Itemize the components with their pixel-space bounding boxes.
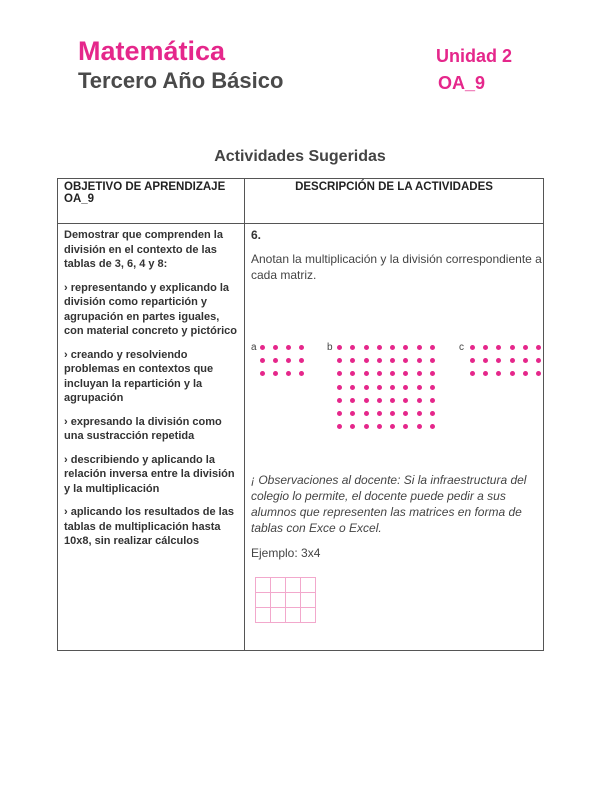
- matrix-dot: [390, 371, 395, 376]
- objective-text: Demostrar que comprenden la división en el contexto de las tablas de 3, 6, 4 y 8:: [64, 229, 223, 270]
- activity-instruction: Anotan la multiplicación y la división correspondiente a cada matriz.: [251, 252, 542, 282]
- activity-cell: [245, 224, 544, 651]
- grid-cell: [301, 608, 316, 623]
- matrix-dot: [430, 358, 435, 363]
- table-body-row: [58, 224, 544, 651]
- matrix-dot: [523, 358, 528, 363]
- section-title: Actividades Sugeridas: [214, 148, 386, 165]
- matrix-dot: [483, 371, 488, 376]
- grid-cell: [271, 593, 286, 608]
- grid-cell: [256, 593, 271, 608]
- matrix-dot: [417, 371, 422, 376]
- matrix-a: [260, 345, 312, 384]
- grid-cell: [286, 578, 301, 593]
- matrix-dot: [483, 358, 488, 363]
- matrix-dot: [417, 398, 422, 403]
- matrix-dot: [273, 371, 278, 376]
- matrix-c: [470, 345, 549, 385]
- matrix-dot: [403, 358, 408, 363]
- matrix-dot: [377, 424, 382, 429]
- matrix-dot: [286, 371, 291, 376]
- matrix-dot: [337, 398, 342, 403]
- matrix-dot: [337, 371, 342, 376]
- matrix-dot: [390, 345, 395, 350]
- grade-title: Tercero Año Básico: [78, 68, 284, 93]
- matrix-dot: [350, 385, 355, 390]
- matrix-dot: [337, 411, 342, 416]
- matrix-c-label: c: [459, 342, 464, 353]
- matrix-dot: [377, 411, 382, 416]
- matrix-b: [337, 345, 443, 437]
- matrix-dot: [350, 411, 355, 416]
- activities-table: [57, 178, 544, 651]
- matrix-dot: [299, 345, 304, 350]
- grid-cell: [286, 608, 301, 623]
- matrix-dot: [299, 358, 304, 363]
- matrix-dot: [403, 411, 408, 416]
- matrix-dot: [390, 385, 395, 390]
- matrix-dot: [364, 358, 369, 363]
- matrix-dot: [403, 385, 408, 390]
- grid-cell: [271, 608, 286, 623]
- matrix-dot: [417, 385, 422, 390]
- matrix-dot: [430, 411, 435, 416]
- grid-cell: [256, 578, 271, 593]
- teacher-observation: ¡ Observaciones al docente: Si la infraestructura del colegio lo permite, el docente puede pedir a sus alumnos que representen las matrices en forma de tablas con Exce o Excel.: [251, 473, 527, 535]
- matrix-dot: [390, 411, 395, 416]
- matrix-dot: [510, 345, 515, 350]
- objective-item: › creando y resolviendo problemas en contextos que incluyan la repartición y la agrupación: [64, 348, 214, 404]
- matrix-dot: [483, 345, 488, 350]
- matrix-dot: [364, 424, 369, 429]
- matrix-dot: [417, 424, 422, 429]
- matrix-dot: [337, 424, 342, 429]
- grid-cell: [301, 578, 316, 593]
- unit-label: Unidad 2: [436, 46, 513, 66]
- example-grid: [255, 577, 316, 623]
- matrix-dot: [390, 424, 395, 429]
- matrix-dot: [350, 424, 355, 429]
- matrix-dot: [390, 358, 395, 363]
- grid-cell: [286, 593, 301, 608]
- matrix-dot: [510, 358, 515, 363]
- matrix-dot: [364, 345, 369, 350]
- objective-cell: [58, 224, 245, 651]
- grid-cell: [301, 593, 316, 608]
- matrix-dot: [260, 358, 265, 363]
- matrix-dot: [364, 371, 369, 376]
- matrix-dot: [430, 385, 435, 390]
- objective-item: › describiendo y aplicando la relación inversa entre la división y la multiplicación: [64, 453, 235, 495]
- matrix-dot: [377, 358, 382, 363]
- matrix-dot: [390, 398, 395, 403]
- example-label: Ejemplo: 3x4: [251, 546, 321, 560]
- objective-item: › aplicando los resultados de las tablas de multiplicación hasta 10x8, sin realizar cálculos: [64, 506, 234, 547]
- matrix-dot: [337, 358, 342, 363]
- matrix-dot: [403, 345, 408, 350]
- matrix-dot: [260, 371, 265, 376]
- matrix-b-label: b: [327, 342, 333, 353]
- description-header: DESCRIPCIÓN DE LA ACTIVIDADES: [245, 179, 544, 224]
- matrix-dot: [377, 371, 382, 376]
- matrix-dot: [403, 424, 408, 429]
- matrix-dot: [364, 411, 369, 416]
- matrix-dot: [536, 345, 541, 350]
- matrix-dot: [337, 345, 342, 350]
- matrix-dot: [286, 345, 291, 350]
- matrix-dot: [364, 385, 369, 390]
- objective-item: › representando y explicando la división como repartición y agrupación en partes iguales, con material concreto y pictórico: [64, 281, 237, 337]
- matrix-dot: [350, 358, 355, 363]
- matrix-dot: [470, 358, 475, 363]
- matrix-dot: [430, 345, 435, 350]
- matrix-dot: [496, 345, 501, 350]
- matrix-dot: [350, 371, 355, 376]
- matrix-dot: [260, 345, 265, 350]
- matrix-dot: [337, 385, 342, 390]
- matrix-dot: [364, 398, 369, 403]
- objective-item: › expresando la división como una sustracción repetida: [64, 415, 222, 442]
- matrix-dot: [523, 345, 528, 350]
- matrix-dot: [377, 385, 382, 390]
- matrix-a-label: a: [251, 342, 257, 353]
- matrix-dot: [536, 358, 541, 363]
- matrix-dot: [286, 358, 291, 363]
- subject-title: Matemática: [78, 36, 226, 66]
- table-header-row: [58, 179, 544, 224]
- grid-cell: [271, 578, 286, 593]
- activity-number: 6.: [251, 228, 262, 242]
- matrix-dot: [430, 371, 435, 376]
- matrix-dot: [273, 358, 278, 363]
- matrix-dot: [417, 411, 422, 416]
- grid-cell: [256, 608, 271, 623]
- matrix-dot: [430, 398, 435, 403]
- matrix-dot: [299, 371, 304, 376]
- matrix-dot: [417, 345, 422, 350]
- objective-header: OBJETIVO DE APRENDIZAJE OA_9: [58, 179, 245, 224]
- matrix-dot: [496, 358, 501, 363]
- matrix-dot: [470, 345, 475, 350]
- matrix-dot: [470, 371, 475, 376]
- oa-code: OA_9: [438, 73, 486, 93]
- matrix-dot: [430, 424, 435, 429]
- matrix-dot: [350, 345, 355, 350]
- matrix-dot: [273, 345, 278, 350]
- matrix-dot: [350, 398, 355, 403]
- matrix-dot: [403, 398, 408, 403]
- matrix-dot: [496, 371, 501, 376]
- matrix-dot: [403, 371, 408, 376]
- matrix-dot: [510, 371, 515, 376]
- matrix-dot: [417, 358, 422, 363]
- matrix-dot: [536, 371, 541, 376]
- matrix-dot: [377, 398, 382, 403]
- matrix-dot: [377, 345, 382, 350]
- matrix-dot: [523, 371, 528, 376]
